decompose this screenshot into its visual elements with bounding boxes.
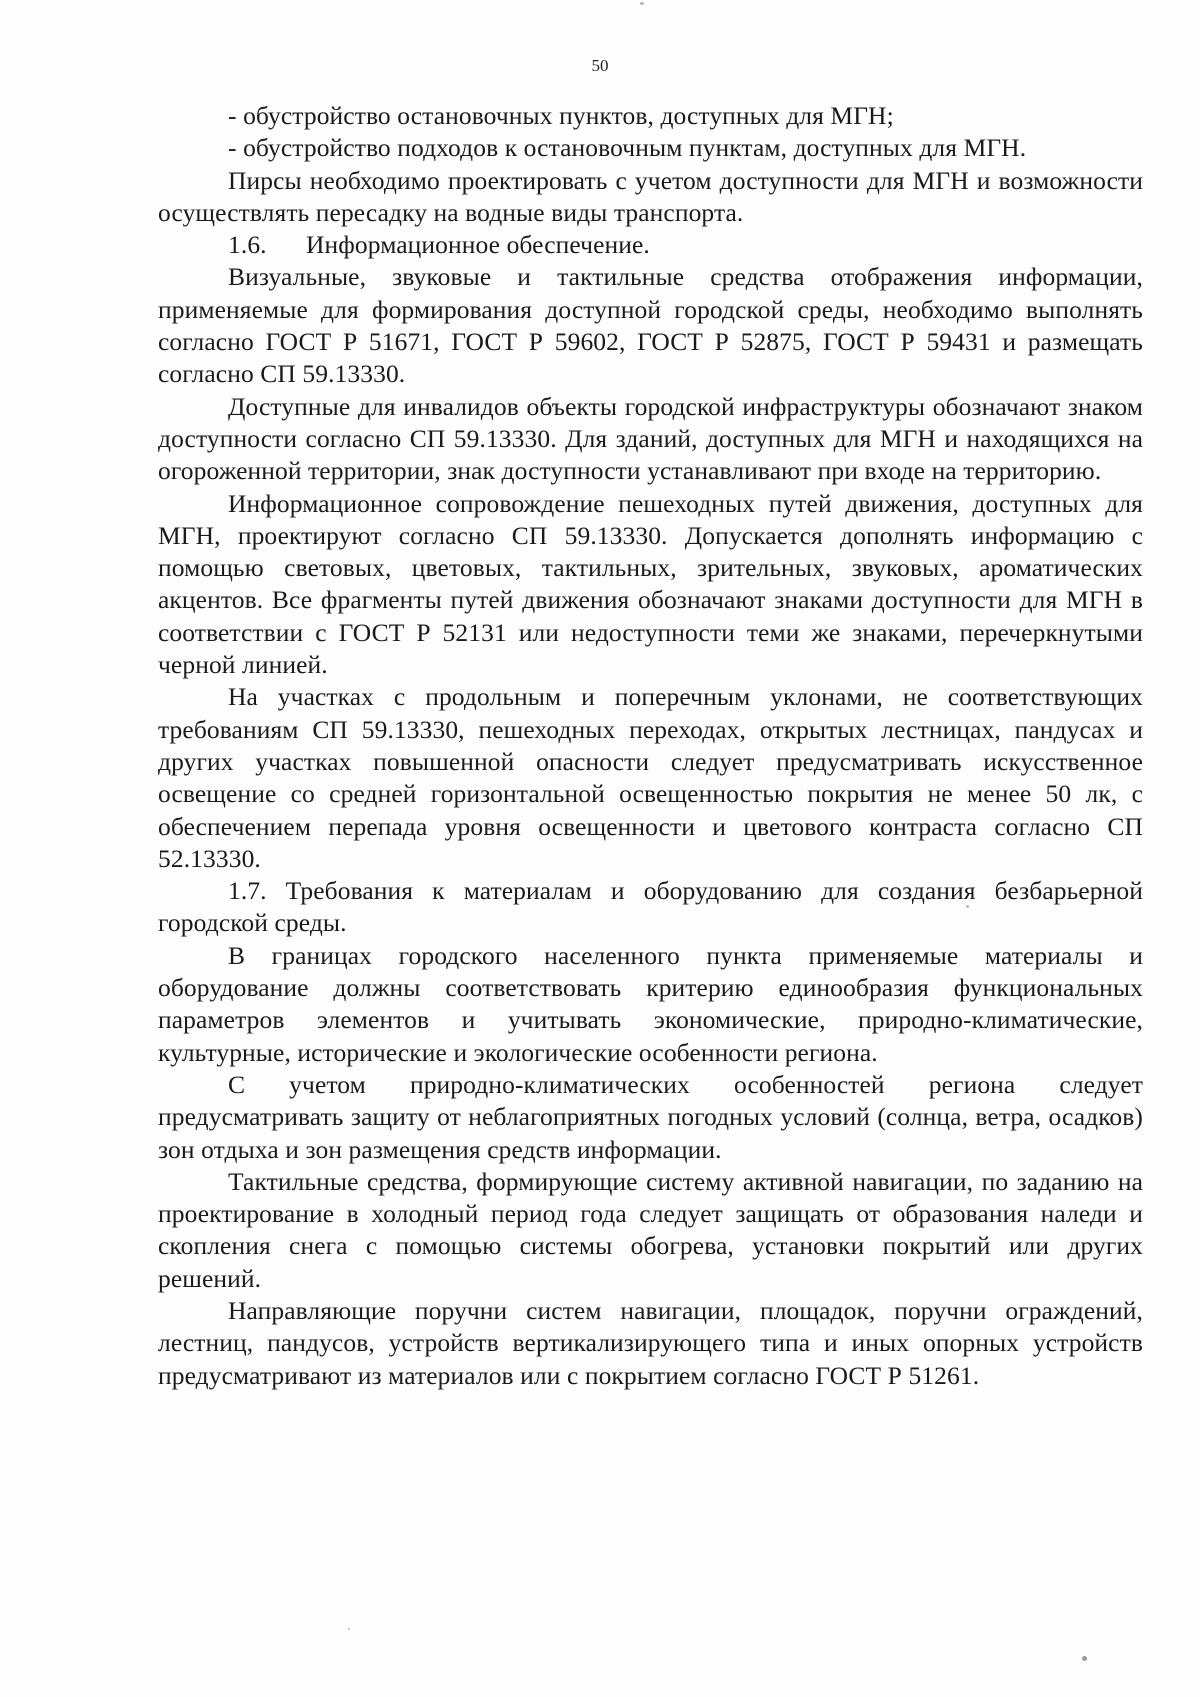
- paragraph: Пирсы необходимо проектировать с учетом доступности для МГН и возможности осуществлять пересадку на водные виды транспорта.: [158, 165, 1143, 227]
- section-title: Информационное обеспечение.: [306, 230, 650, 260]
- list-item: - обустройство остановочных пунктов, доступных для МГН;: [228, 101, 894, 130]
- scan-speck: [966, 905, 969, 908]
- list-item: - обустройство подходов к остановочным пунктам, доступных для МГН.: [228, 133, 1027, 163]
- section-heading-1-6: [158, 229, 1143, 261]
- scan-speck: [1082, 1656, 1087, 1661]
- paragraph: Визуальные, звуковые и тактильные средства отображения информации, применяемые для формирования доступной городской среды, необходимо выполнять согласно ГОСТ Р 51671, ГОСТ Р 59602, ГОСТ Р 52875, ГОСТ Р 59431 и размещать согласно СП 59.13330.: [158, 262, 1143, 389]
- paragraph: На участках с продольным и поперечным уклонами, не соответствующих требованиям СП 59.13330, пешеходных переходах, открытых лестницах, пандусах и других участках повышенной опасности следует предусматривать искусственное освещение со средней горизонтальной освещенностью покрытия не менее 50 лк, с обеспечением перепада уровня освещенности и цветового контраста согласно СП 52.13330.: [158, 682, 1143, 873]
- scan-speck: [640, 2, 644, 5]
- section-heading-1-7: 1.7. Требования к материалам и оборудованию для создания безбарьерной городской среды.: [158, 876, 1143, 938]
- section-number: 1.6.: [228, 230, 267, 260]
- paragraph: С учетом природно-климатических особенностей региона следует предусматривать защиту от неблагоприятных погодных условий (солнца, ветра, осадков) зон отдыха и зон размещения средств информации.: [158, 1069, 1143, 1164]
- paragraph: Направляющие поручни систем навигации, площадок, поручни ограждений, лестниц, пандусов, устройств вертикализирующего типа и иных опорных устройств предусматривают из материалов или с покрытием согласно ГОСТ Р 51261.: [158, 1295, 1143, 1390]
- paragraph: Тактильные средства, формирующие систему активной навигации, по заданию на проектирование в холодный период года следует защищать от образования наледи и скопления снега с помощью системы обогрева, установки покрытий или других решений.: [158, 1166, 1143, 1293]
- scan-speck: [348, 1628, 350, 1630]
- paragraph: В границах городского населенного пункта применяемые материалы и оборудование должны соответствовать критерию единообразия функциональных параметров элементов и учитывать экономические, природно-климатические, культурные, исторические и экологические особенности региона.: [158, 940, 1143, 1067]
- paragraph: Доступные для инвалидов объекты городской инфраструктуры обозначают знаком доступности согласно СП 59.13330. Для зданий, доступных для МГН и находящихся на огороженной территории, знак доступности устанавливают при входе на территорию.: [158, 391, 1143, 486]
- body-text: [158, 100, 1143, 1392]
- paragraph: Информационное сопровождение пешеходных путей движения, доступных для МГН, проектируют согласно СП 59.13330. Допускается дополнять информацию с помощью световых, цветовых, тактильных, зрительных, звуковых, ароматических акцентов. Все фрагменты путей движения обозначают знаками доступности для МГН в соответствии с ГОСТ Р 52131 или недоступности теми же знаками, перечеркнутыми черной линией.: [158, 488, 1143, 680]
- page-number: 50: [591, 56, 609, 75]
